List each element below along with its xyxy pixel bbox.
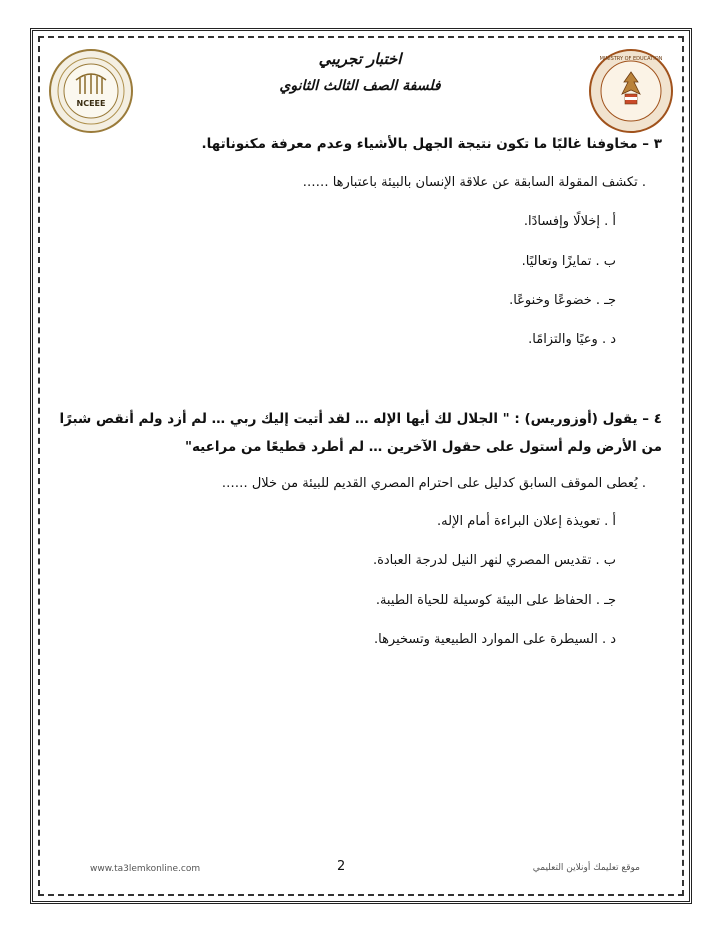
question-4-option-d: د . السيطرة على الموارد الطبيعية وتسخيرها. (373, 632, 616, 647)
question-3-option-a: أ . إخلالًا وإفسادًا. (523, 214, 616, 229)
exam-subtitle: فلسفة الصف الثالث الثانوي (279, 78, 441, 94)
nceee-logo (48, 48, 134, 134)
svg-text:MINISTRY OF EDUCATION: MINISTRY OF EDUCATION (599, 56, 663, 62)
ministry-logo (588, 48, 674, 134)
question-4-option-c: جـ . الحفاظ على البيئة كوسيلة للحياة الطيبة. (375, 593, 616, 608)
question-3-option-c: جـ . خضوعًا وخنوعًا. (509, 293, 616, 308)
question-3-option-d: د . وعيًا والتزامًا. (528, 332, 616, 347)
page-inner-border (38, 36, 684, 896)
page-number: 2 (337, 859, 346, 874)
question-3-text: ٣ – مخاوفنا غالبًا ما تكون نتيجة الجهل بالأشياء وعدم معرفة مكنوناتها. (201, 136, 662, 152)
footer-url: www.ta3lemkonline.com (90, 864, 201, 874)
question-4-option-b: ب . تقديس المصري لنهر النيل لدرجة العبادة. (372, 553, 616, 568)
question-4-text: ٤ – يقول (أوزوريس) : " الجلال لك أيها الإله … لقد أتيت إليك ربي … لم أزد ولم أنقص شبرًا من الأرض ولم أستول على حقول الآخرين … لم أطرد قطيعًا من مراعيه" (59, 411, 662, 455)
question-3-prompt: . تكشف المقولة السابقة عن علاقة الإنسان بالبيئة باعتبارها …… (302, 175, 646, 190)
svg-text:NCEEE: NCEEE (76, 99, 106, 108)
footer-site-name: موقع تعليمك أونلاين التعليمي (532, 863, 640, 873)
exam-title: اختبار تجريبي (318, 50, 402, 68)
question-4-prompt: . يُعطى الموقف السابق كدليل على احترام المصري القديم للبيئة من خلال …… (221, 476, 646, 491)
question-4-option-a: أ . تعويذة إعلان البراءة أمام الإله. (437, 514, 616, 529)
question-3-option-b: ب . تمايزًا وتعاليًا. (521, 254, 616, 269)
